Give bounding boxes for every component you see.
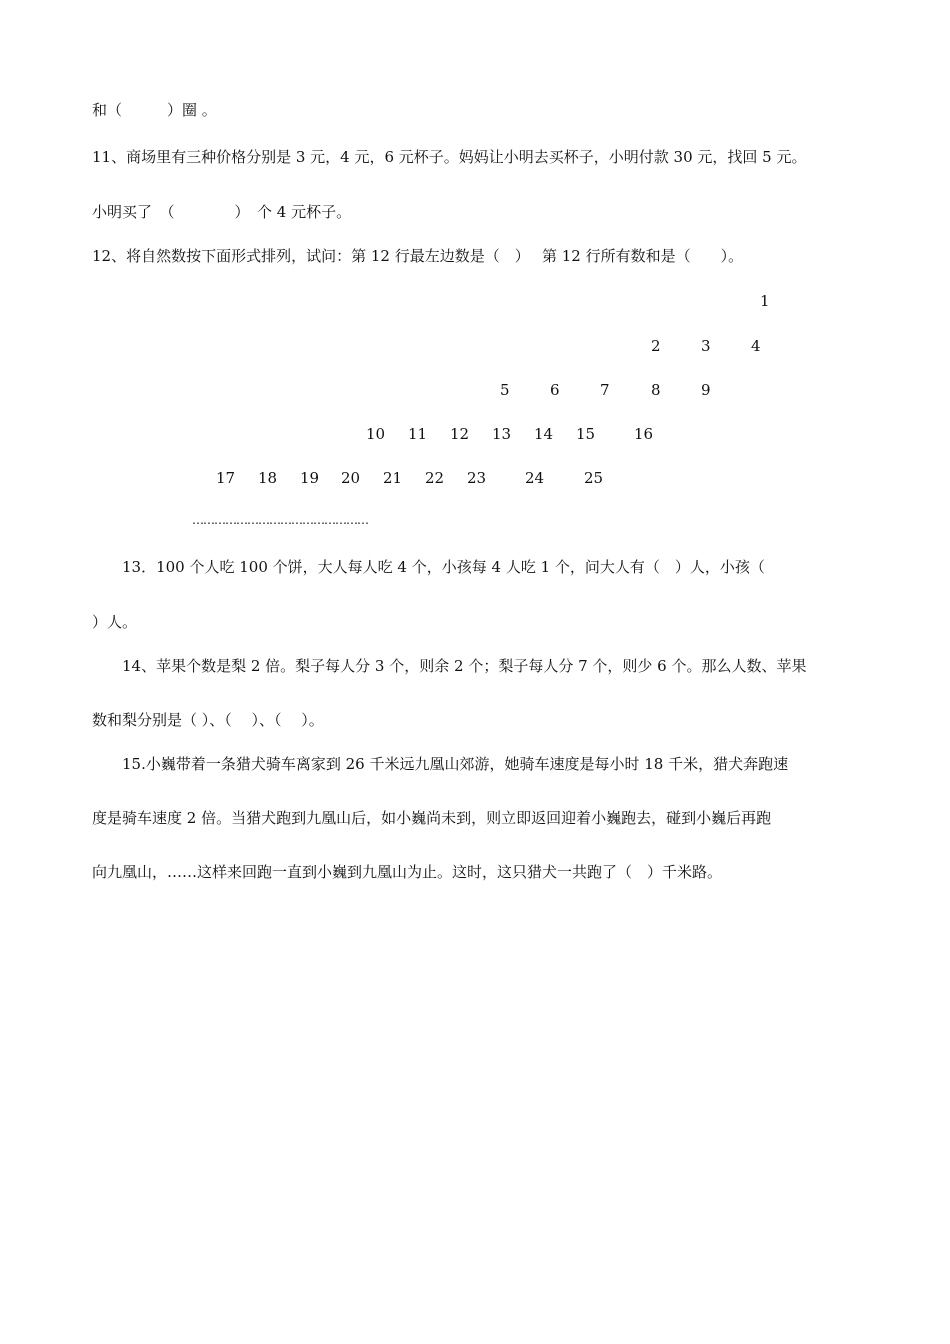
question-14-cont: 数和梨分别是（ ）、（ ）、（ ）。 (92, 711, 324, 729)
tri-num: 3 (701, 337, 711, 355)
tri-num: 1 (760, 292, 770, 310)
tri-num: 6 (550, 381, 560, 399)
tri-num: 19 (300, 469, 320, 487)
question-15-cont-1: 度是骑车速度 2 倍。当猎犬跑到九凰山后，如小巍尚未到，则立即返回迎着小巍跑去，碰到小巍后再跑 (92, 809, 772, 827)
tri-num: 4 (751, 337, 761, 355)
question-13-cont: ）人。 (92, 613, 138, 631)
question-15-cont-2: 向九凰山，……这样来回跑一直到小巍到九凰山为止。这时，这只猎犬一共跑了（ ）千米路。 (92, 863, 723, 881)
question-11-cont: 小明买了 （ ） 个 4 元杯子。 (92, 203, 352, 221)
tri-num: 21 (383, 469, 403, 487)
question-13: 13．100 个人吃 100 个饼，大人每人吃 4 个，小孩每 4 人吃 1 个，问大人有（ ）人，小孩（ (122, 558, 765, 576)
tri-num: 2 (651, 337, 661, 355)
tri-num: 9 (701, 381, 711, 399)
tri-num: 5 (500, 381, 510, 399)
tri-num: 23 (467, 469, 487, 487)
tri-num: 13 (492, 425, 512, 443)
tri-num: 7 (600, 381, 610, 399)
tri-num: 17 (216, 469, 236, 487)
question-11: 11、商场里有三种价格分别是 3 元，4 元，6 元杯子。妈妈让小明去买杯子，小明付款 30 元，找回 5 元。 (92, 148, 807, 166)
continuation-dots: ………………………………………… (192, 513, 368, 527)
tri-num: 16 (634, 425, 654, 443)
tri-num: 24 (525, 469, 545, 487)
question-14: 14、苹果个数是梨 2 倍。梨子每人分 3 个，则余 2 个；梨子每人分 7 个，则少 6 个。那么人数、苹果 (122, 657, 807, 675)
tri-num: 25 (584, 469, 604, 487)
tri-num: 18 (258, 469, 278, 487)
tri-num: 11 (408, 425, 428, 443)
question-12: 12、将自然数按下面形式排列，试问：第 12 行最左边数是（ ） 第 12 行所有数和是（ ）。 (92, 247, 744, 265)
tri-num: 8 (651, 381, 661, 399)
tri-num: 20 (341, 469, 361, 487)
tri-num: 15 (576, 425, 596, 443)
line-q10-end: 和（ ）圈 。 (92, 101, 217, 119)
tri-num: 10 (366, 425, 386, 443)
tri-num: 12 (450, 425, 470, 443)
tri-num: 22 (425, 469, 445, 487)
tri-num: 14 (534, 425, 554, 443)
question-15: 15.小巍带着一条猎犬骑车离家到 26 千米远九凰山郊游，她骑车速度是每小时 18 千米，猎犬奔跑速 (122, 755, 789, 773)
